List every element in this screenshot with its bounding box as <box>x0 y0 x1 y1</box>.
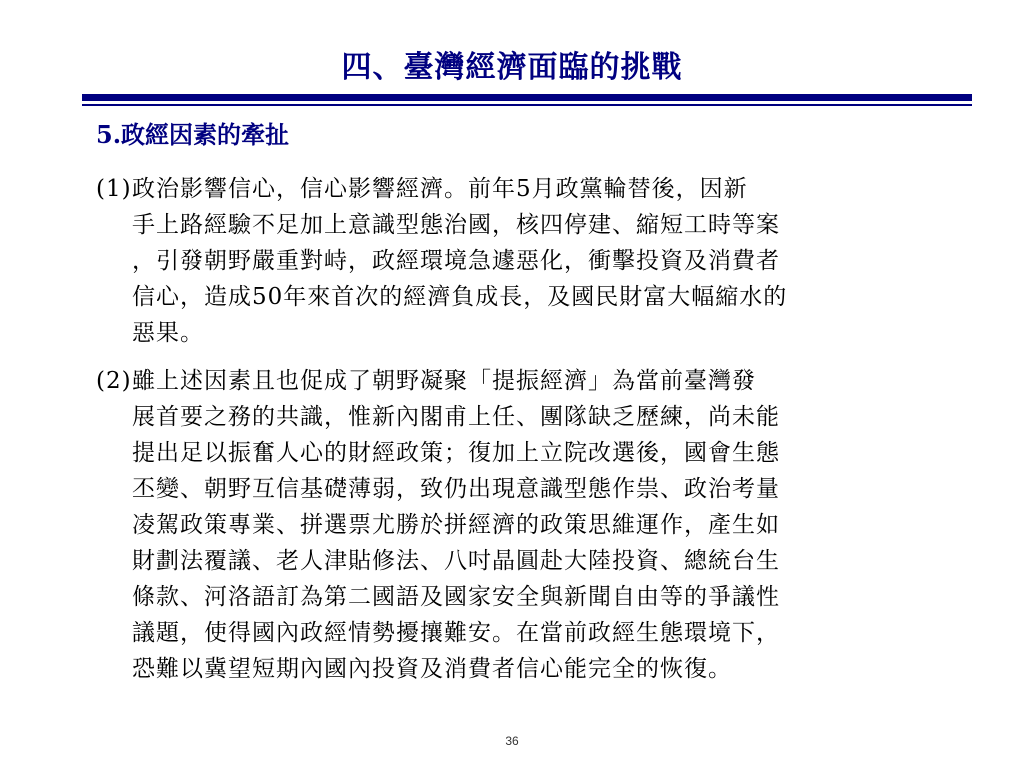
paragraph-1-lines <box>132 171 976 351</box>
paragraph-line: 議題，使得國內政經情勢擾攘難安。在當前政經生態環境下， <box>132 620 780 646</box>
section-heading: 5.政經因素的牽扯 <box>96 120 290 149</box>
paragraph-line: 信心，造成50年來首次的經濟負成長，及國民財富大幅縮水的 <box>132 284 788 310</box>
paragraph-2-label: (2) <box>96 368 132 394</box>
title-rule-thick <box>82 94 972 101</box>
page-number: 36 <box>505 734 519 748</box>
paragraph-line: 恐難以冀望短期內國內投資及消費者信心能完全的恢復。 <box>132 656 732 682</box>
paragraph-line: 展首要之務的共識，惟新內閣甫上任、團隊缺乏歷練，尚未能 <box>132 404 780 430</box>
paragraph-line: 手上路經驗不足加上意識型態治國，核四停建、縮短工時等案 <box>132 212 780 238</box>
title-rule-thin <box>82 104 972 106</box>
paragraph-line: 政治影響信心，信心影響經濟。前年5月政黨輪替後，因新 <box>132 176 748 202</box>
paragraph-line: 丕變、朝野互信基礎薄弱，致仍出現意識型態作祟、政治考量 <box>132 476 780 502</box>
paragraph-line: 雖上述因素且也促成了朝野凝聚「提振經濟」為當前臺灣發 <box>132 368 756 394</box>
paragraph-line: 凌駕政策專業、拼選票尤勝於拼經濟的政策思維運作，產生如 <box>132 512 780 538</box>
paragraph-1-label: (1) <box>96 176 132 202</box>
paragraph-line: 財劃法覆議、老人津貼修法、八吋晶圓赴大陸投資、總統台生 <box>132 548 780 574</box>
paragraph-line: ，引發朝野嚴重對峙，政經環境急遽惡化，衝擊投資及消費者 <box>132 248 780 274</box>
paragraph-line: 條款、河洛語訂為第二國語及國家安全與新聞自由等的爭議性 <box>132 584 780 610</box>
paragraph-line: 惡果。 <box>132 320 204 346</box>
paragraph-2-lines <box>132 363 976 687</box>
paragraph-line: 提出足以振奮人心的財經政策；復加上立院改選後，國會生態 <box>132 440 780 466</box>
slide-title: 四、臺灣經濟面臨的挑戰 <box>341 50 683 85</box>
